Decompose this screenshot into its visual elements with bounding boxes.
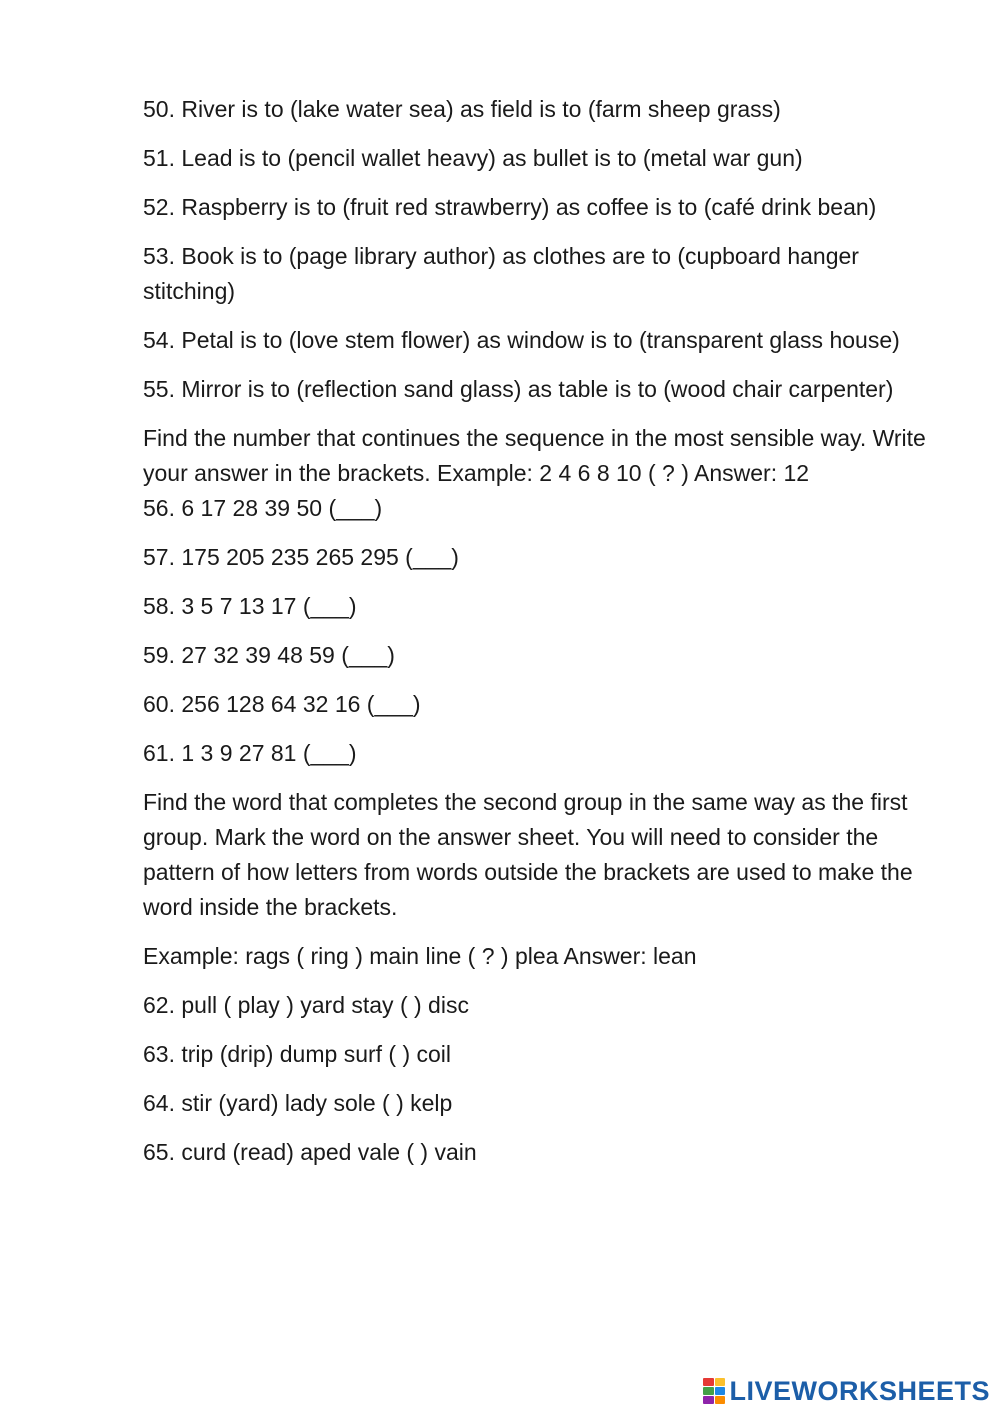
logo-tile — [715, 1396, 726, 1404]
answer-blank-59[interactable]: ___ — [348, 642, 388, 668]
question-61: 61. 1 3 9 27 81 (___) — [143, 736, 943, 771]
sequence-instructions: Find the number that continues the sequence in the most sensible way. Write your answer in the brackets. Example: 2 4 6 8 10 ( ? ) Answer: 12 — [143, 425, 926, 486]
answer-blank-56[interactable]: ___ — [336, 495, 375, 521]
question-58: 58. 3 5 7 13 17 (___) — [143, 589, 943, 624]
word-instructions: Find the word that completes the second group in the same way as the first group. Mark the word on the answer sheet. You will need to consider the pattern of how letters from words outside the brackets are used to make the word inside the brackets. — [143, 789, 913, 920]
logo-tile — [703, 1396, 714, 1404]
question-56: 56. 6 17 28 39 50 (___) — [143, 491, 943, 526]
question-59: 59. 27 32 39 48 59 (___) — [143, 638, 943, 673]
logo-tile — [715, 1378, 726, 1386]
answer-blank-61[interactable]: ___ — [310, 740, 349, 766]
question-54: 54. Petal is to (love stem flower) as window is to (transparent glass house) — [143, 327, 900, 353]
question-63: 63. trip (drip) dump surf ( ) coil — [143, 1041, 452, 1067]
logo-tile — [703, 1387, 714, 1395]
answer-blank-60[interactable]: ___ — [374, 691, 413, 717]
question-52: 52. Raspberry is to (fruit red strawberry) as coffee is to (café drink bean) — [143, 194, 877, 220]
question-57: 57. 175 205 235 265 295 (___) — [143, 540, 943, 575]
answer-blank-58[interactable]: ___ — [310, 593, 349, 619]
question-55: 55. Mirror is to (reflection sand glass) as table is to (wood chair carpenter) — [143, 376, 894, 402]
logo-tile — [703, 1378, 714, 1386]
logo-tile — [715, 1387, 726, 1395]
question-60: 60. 256 128 64 32 16 (___) — [143, 687, 943, 722]
question-50: 50. River is to (lake water sea) as field is to (farm sheep grass) — [143, 96, 781, 122]
question-62: 62. pull ( play ) yard stay ( ) disc — [143, 992, 469, 1018]
question-64: 64. stir (yard) lady sole ( ) kelp — [143, 1090, 453, 1116]
word-example: Example: rags ( ring ) main line ( ? ) plea Answer: lean — [143, 943, 697, 969]
liveworksheets-brand — [703, 1375, 990, 1407]
question-65: 65. curd (read) aped vale ( ) vain — [143, 1139, 477, 1165]
liveworksheets-logo-icon — [703, 1378, 725, 1404]
question-51: 51. Lead is to (pencil wallet heavy) as bullet is to (metal war gun) — [143, 145, 803, 171]
brand-name: LIVEWORKSHEETS — [729, 1375, 990, 1406]
answer-blank-57[interactable]: ___ — [412, 544, 452, 570]
question-53: 53. Book is to (page library author) as clothes are to (cupboard hanger stitching) — [143, 243, 859, 304]
worksheet-content — [143, 92, 943, 1184]
